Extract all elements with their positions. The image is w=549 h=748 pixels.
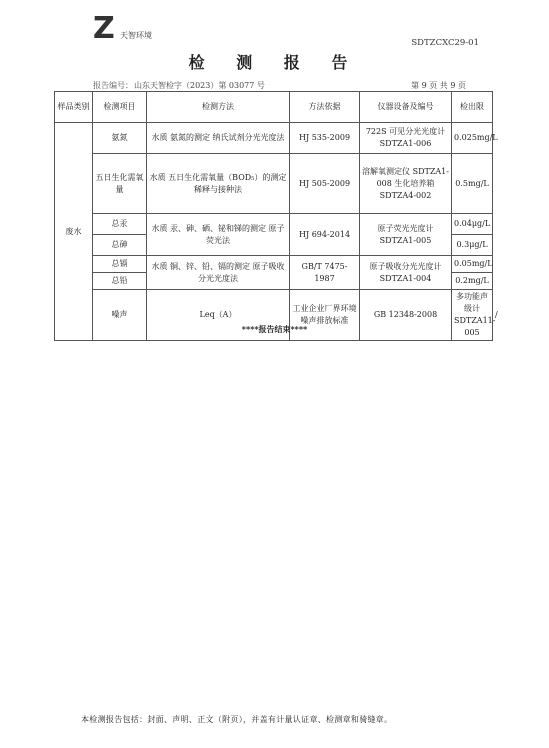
basis-cell: HJ 694-2014 [290, 214, 360, 256]
company-logo [93, 11, 152, 46]
instrument-cell: 原子吸收分光光度计 SDTZA1-004 [360, 256, 452, 290]
instrument-cell: 原子荧光光度计 SDTZA1-005 [360, 214, 452, 256]
limit-cell: 0.04μg/L [452, 214, 493, 235]
instrument-cell: 722S 可见分光光度计 SDTZA1-006 [360, 123, 452, 154]
limit-cell: 0.3μg/L [452, 235, 493, 256]
column-header: 仪器设备及编号 [360, 92, 452, 123]
item-cell: 氨氮 [93, 123, 147, 154]
method-cell: 水质 氨氮的测定 纳氏试剂分光光度法 [147, 123, 290, 154]
basis-cell: HJ 535-2009 [290, 123, 360, 154]
limit-cell: 0.2mg/L [452, 273, 493, 290]
table-row [55, 256, 493, 273]
basis-cell: GB/T 7475-1987 [290, 256, 360, 290]
method-cell: 工业企业厂界环境噪声排放标准 [290, 290, 360, 341]
column-header: 样品类别 [55, 92, 93, 123]
basis-cell: GB 12348-2008 [360, 290, 452, 341]
method-cell: 水质 铜、锌、铅、镉的测定 原子吸收分光光度法 [147, 256, 290, 290]
instrument-cell: 溶解氧测定仪 SDTZA1-008 生化培养箱 SDTZA4-002 [360, 154, 452, 214]
column-header: 检测方法 [147, 92, 290, 123]
table-row: 噪声 Leq（A） 工业企业厂界环境噪声排放标准 GB 12348-2008 多功能声级计 SDTZA11-005 / [55, 290, 493, 341]
logo-text: 天智环境 [120, 31, 152, 40]
report-number [93, 80, 265, 91]
basis-cell: HJ 505-2009 [290, 154, 360, 214]
logo-mark: Z [93, 11, 115, 46]
method-cell: 水质 汞、砷、硒、铋和锑的测定 原子荧光法 [147, 214, 290, 256]
column-header: 方法依据 [290, 92, 360, 123]
column-header: 检出限 [452, 92, 493, 123]
footer-note: 本检测报告包括：封面、声明、正文（附页），并盖有计量认证章、检测章和骑缝章。 [81, 715, 393, 724]
report-end-mark: ****报告结束**** [241, 324, 308, 334]
results-table [54, 91, 498, 341]
limit-cell: 0.5mg/L [452, 154, 493, 214]
column-header: 检测项目 [93, 92, 147, 123]
item-cell: 总镉 [93, 256, 147, 273]
table-row [55, 154, 493, 214]
item-cell: 五日生化需氧量 [93, 154, 147, 214]
table-row [55, 123, 493, 154]
category-cell: 废水 [55, 123, 93, 341]
limit-cell: 0.05mg/L [452, 256, 493, 273]
item-cell: Leq（A） [147, 290, 290, 341]
item-cell: 总砷 [93, 235, 147, 256]
page-number: 第 9 页 共 9 页 [411, 81, 466, 90]
page-title: 检 测 报 告 [188, 53, 361, 72]
table-header-row [55, 92, 493, 123]
category-cell: 噪声 [93, 290, 147, 341]
method-cell: 水质 五日生化需氧量（BOD₅）的测定 稀释与接种法 [147, 154, 290, 214]
limit-cell: 0.025mg/L [452, 123, 493, 154]
item-cell: 总铅 [93, 273, 147, 290]
document-code: SDTZCXC29-01 [411, 38, 479, 48]
report-number-label: 报告编号： [93, 81, 133, 90]
instrument-cell: 多功能声级计 SDTZA11-005 [452, 290, 493, 341]
table-row [55, 214, 493, 235]
item-cell: 总汞 [93, 214, 147, 235]
report-number-value: 山东天智检字（2023）第 03077 号 [134, 81, 265, 90]
